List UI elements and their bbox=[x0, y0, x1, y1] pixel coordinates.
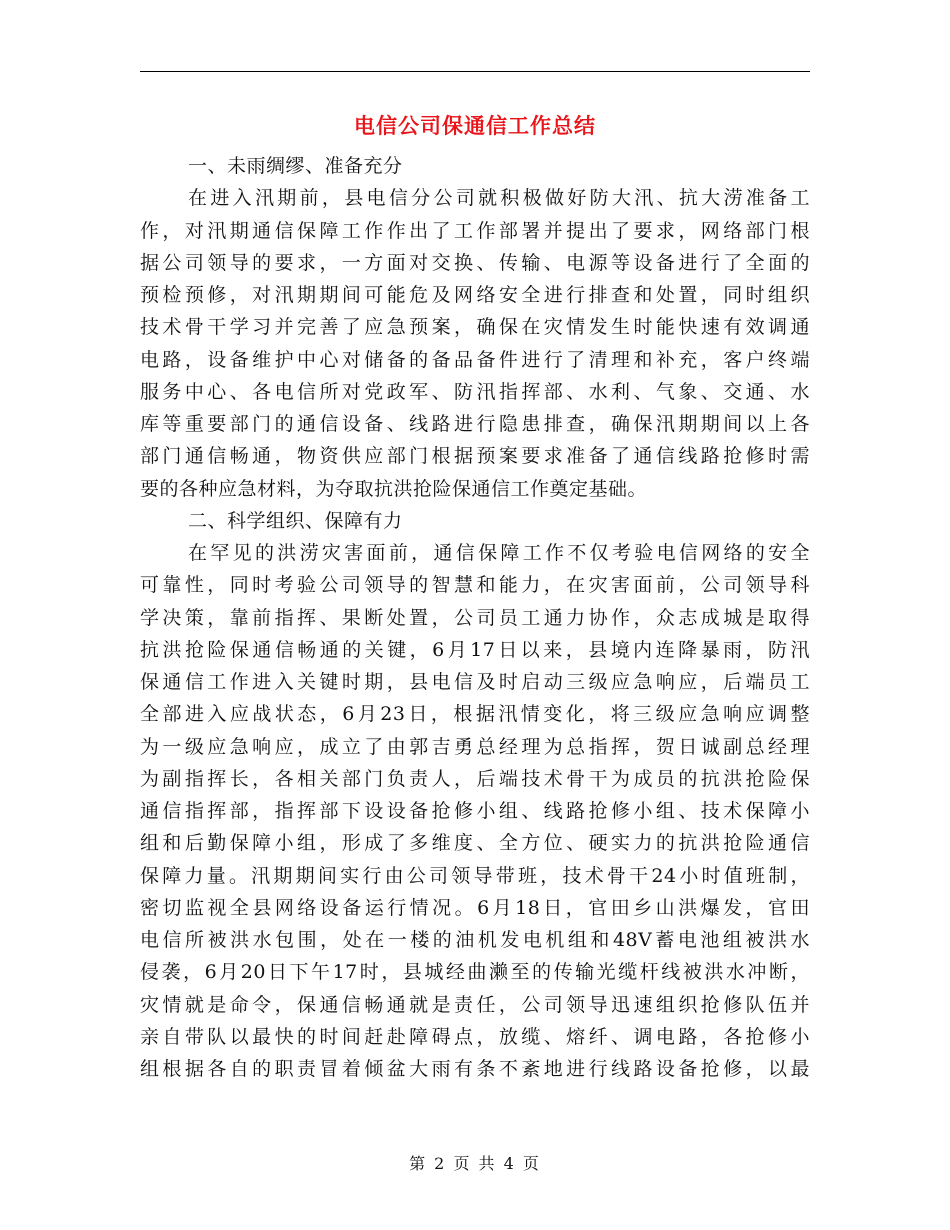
paragraph-line: 灾情就是命令，保通信畅通就是责任，公司领导迅速组织抢修队伍并 bbox=[140, 993, 810, 1016]
paragraph-line: 可靠性，同时考验公司领导的智慧和能力，在灾害面前，公司领导科 bbox=[140, 574, 810, 597]
paragraph-line: 作，对汛期通信保障工作作出了工作部署并提出了要求，网络部门根 bbox=[140, 219, 810, 242]
paragraph-line: 全部进入应战状态，6月23日，根据汛情变化，将三级应急响应调整 bbox=[140, 703, 810, 726]
section-heading: 二、科学组织、保障有力 bbox=[188, 509, 403, 532]
paragraph-line: 通信指挥部，指挥部下设设备抢修小组、线路抢修小组、技术保障小 bbox=[140, 800, 810, 822]
paragraph-line: 密切监视全县网络设备运行情况。6月18日，官田乡山洪爆发，官田 bbox=[140, 896, 810, 919]
paragraph-line: 服务中心、各电信所对党政军、防汛指挥部、水利、气象、交通、水 bbox=[140, 380, 810, 403]
paragraph-line: 为一级应急响应，成立了由郭吉勇总经理为总指挥，贺日诚副总经理 bbox=[140, 735, 810, 758]
paragraph-line: 亲自带队以最快的时间赶赴障碍点，放缆、熔纤、调电路，各抢修小 bbox=[140, 1025, 810, 1048]
paragraph-line: 要的各种应急材料，为夺取抗洪抢险保通信工作奠定基础。 bbox=[140, 477, 648, 500]
paragraph-line: 学决策，靠前指挥、果断处置，公司员工通力协作，众志成城是取得 bbox=[140, 606, 810, 629]
paragraph-line: 保障力量。汛期期间实行由公司领导带班，技术骨干24小时值班制， bbox=[140, 864, 810, 887]
paragraph-line: 组和后勤保障小组，形成了多维度、全方位、硬实力的抗洪抢险通信 bbox=[140, 832, 810, 855]
paragraph-line: 在进入汛期前，县电信分公司就积极做好防大汛、抗大涝准备工 bbox=[188, 187, 810, 210]
paragraph-line: 预检预修，对汛期期间可能危及网络安全进行排查和处置，同时组织 bbox=[140, 284, 810, 306]
paragraph-line: 为副指挥长，各相关部门负责人，后端技术骨干为成员的抗洪抢险保 bbox=[140, 767, 810, 790]
paragraph-line: 抗洪抢险保通信畅通的关键，6月17日以来，县境内连降暴雨，防汛 bbox=[140, 638, 810, 661]
paragraph-line: 侵袭，6月20日下午17时，县城经曲濑至的传输光缆杆线被洪水冲断， bbox=[140, 961, 810, 984]
page-number-footer: 第 2 页 共 4 页 bbox=[409, 1154, 541, 1173]
paragraph-line: 库等重要部门的通信设备、线路进行隐患排查，确保汛期期间以上各 bbox=[140, 413, 810, 435]
paragraph-line: 组根据各自的职责冒着倾盆大雨有条不紊地进行线路设备抢修，以最 bbox=[140, 1058, 810, 1080]
paragraph-line: 技术骨干学习并完善了应急预案，确保在灾情发生时能快速有效调通 bbox=[140, 316, 810, 339]
paragraph-line: 电信所被洪水包围，处在一楼的油机发电机组和48V蓄电池组被洪水 bbox=[140, 929, 810, 951]
document-title: 电信公司保通信工作总结 bbox=[354, 113, 596, 138]
document-body bbox=[140, 150, 810, 1085]
paragraph-line: 部门通信畅通，物资供应部门根据预案要求准备了通信线路抢修时需 bbox=[140, 445, 810, 468]
header-rule bbox=[140, 71, 810, 72]
paragraph-line: 保通信工作进入关键时期，县电信及时启动三级应急响应，后端员工 bbox=[140, 671, 810, 693]
section-heading: 一、未雨绸缪、准备充分 bbox=[188, 155, 403, 177]
paragraph-line: 在罕见的洪涝灾害面前，通信保障工作不仅考验电信网络的安全 bbox=[188, 542, 810, 564]
paragraph-line: 据公司领导的要求，一方面对交换、传输、电源等设备进行了全面的 bbox=[140, 251, 810, 274]
paragraph-line: 电路，设备维护中心对储备的备品备件进行了清理和补充，客户终端 bbox=[140, 348, 810, 371]
